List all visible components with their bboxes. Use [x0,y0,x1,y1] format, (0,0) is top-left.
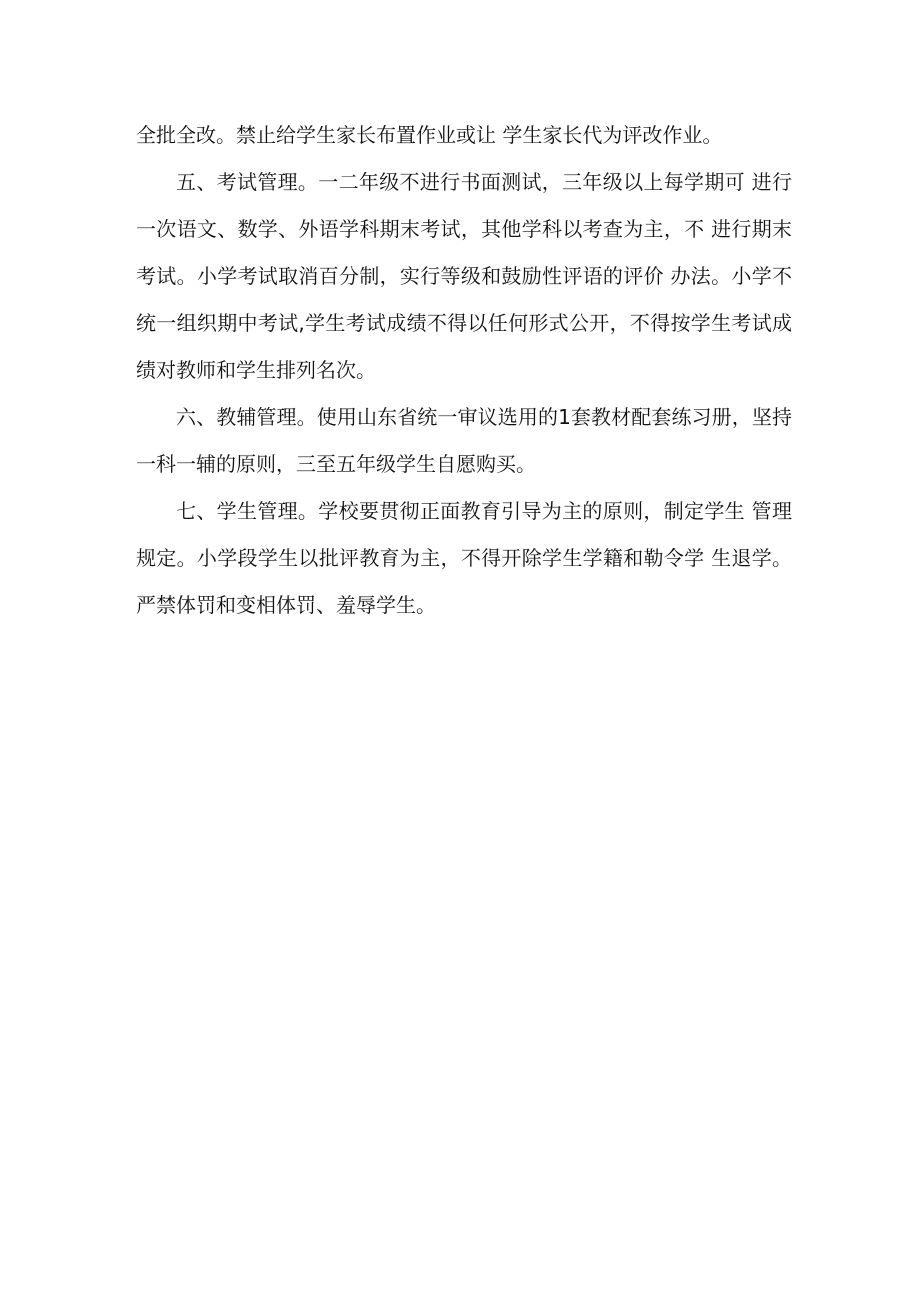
paragraph-0-line-1: 全批全改。禁止给学生家长布置作业或让 学生家长代为评改作业。 [136,123,723,147]
paragraph-7-line-3: 严禁体罚和变相体罚、羞辱学生。 [136,593,436,617]
paragraph-5-line-3: 考试。小学考试取消百分制，实行等级和鼓励性评语的评价 办法。小学不 [136,264,792,288]
paragraph-6-line-2: 一科一辅的原则，三至五年级学生自愿购买。 [136,452,536,476]
paragraph-5-line-1: 五、考试管理。一二年级不进行书面测试，三年级以上每学期可 进行 [176,170,792,194]
paragraph-5-line-4: 统一组织期中考试,学生考试成绩不得以任何形式公开，不得按学生考试成 [136,311,792,335]
paragraph-5-line-2: 一次语文、数学、外语学科期末考试，其他学科以考查为主，不 进行期末 [136,217,792,241]
paragraph-7-line-1: 七、学生管理。学校要贯彻正面教育引导为主的原则，制定学生 管理 [176,499,792,523]
document-body [136,120,792,637]
paragraph-5-line-5: 绩对教师和学生排列名次。 [136,358,376,382]
paragraph-7-line-2: 规定。小学段学生以批评教育为主，不得开除学生学籍和勒令学 生退学。 [136,546,792,570]
paragraph-6-line-1: 六、教辅管理。使用山东省统一审议选用的1套教材配套练习册，坚持 [176,405,792,429]
